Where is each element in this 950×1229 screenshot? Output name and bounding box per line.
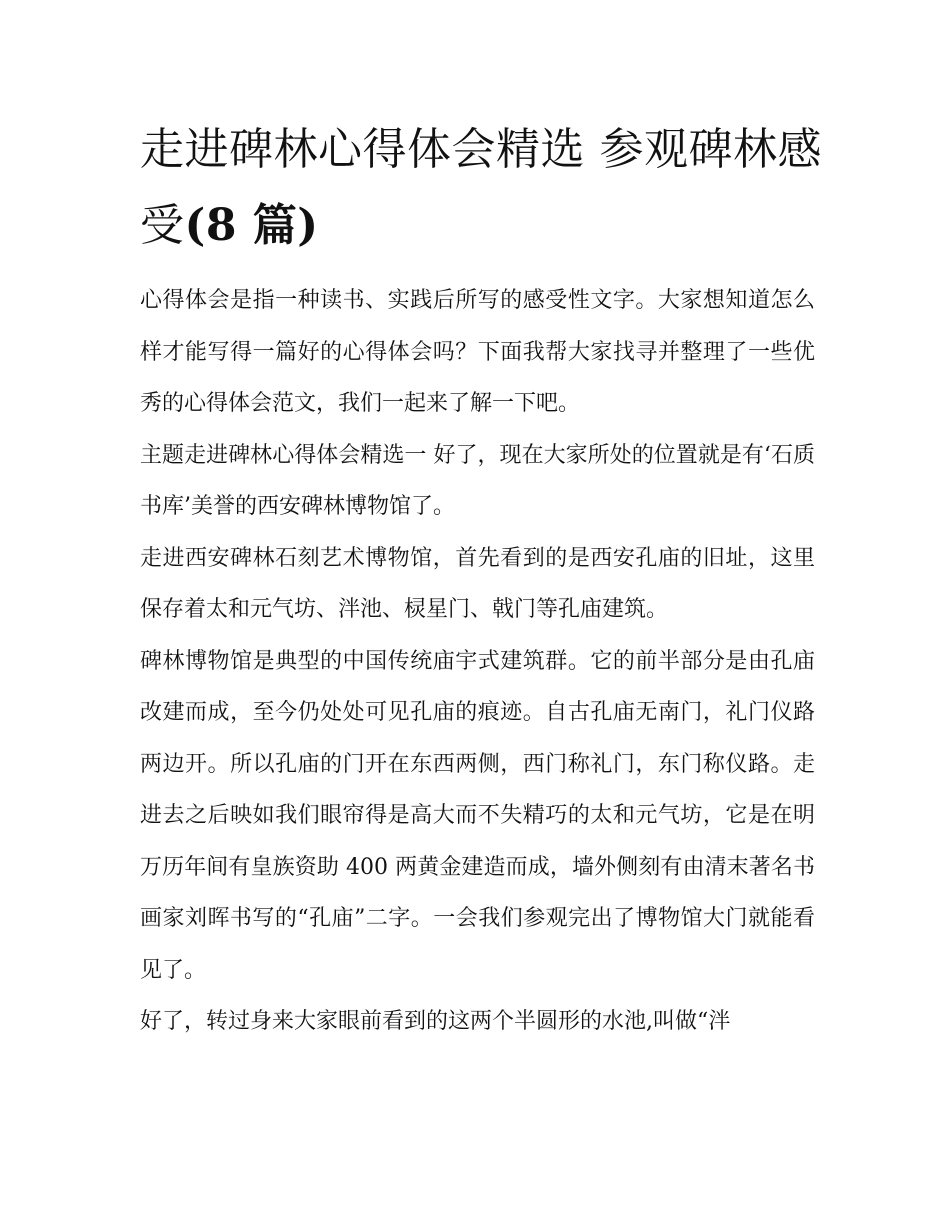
title-main: 走进碑林心得体会精选 参观碑林感受: [140, 124, 822, 251]
paragraph-museum-layout: 碑林博物馆是典型的中国传统庙宇式建筑群。它的前半部分是由孔庙改建而成，至今仍处处可见孔庙的痕迹。自古孔庙无南门，礼门仪路两边开。所以孔庙的门开在东西两侧，西门称礼门，东门称仪路。走进去之后映如我们眼帘得是高大而不失精巧的太和元气坊，它是在明万历年间有皇族资助 400 两黄金建造而成，墙外侧刻有由清末著名书画家刘晖书写的“孔庙”二字。一会我们参观完出了博物馆大门就能看见了。: [140, 648, 815, 983]
paragraph-confucius-temple: 走进西安碑林石刻艺术博物馆，首先看到的是西安孔庙的旧址，这里保存着太和元气坊、泮池、棂星门、戟门等孔庙建筑。: [140, 545, 815, 622]
paragraph-topic-one: 主题走进碑林心得体会精选一 好了，现在大家所处的位置就是有‘石质书库’美誉的西安碑林博物馆了。: [140, 442, 815, 519]
title-count: (8 篇): [184, 200, 319, 251]
paragraph-pan-pond: 好了，转过身来大家眼前看到的这两个半圆形的水池,叫做“泮: [140, 1009, 731, 1034]
paragraph-intro: 心得体会是指一种读书、实践后所写的感受性文字。大家想知道怎么样才能写得一篇好的心得体会吗？下面我帮大家找寻并整理了一些优秀的心得体会范文，我们一起来了解一下吧。: [140, 288, 815, 416]
document-body: [140, 275, 815, 1048]
document-title: [140, 112, 830, 264]
